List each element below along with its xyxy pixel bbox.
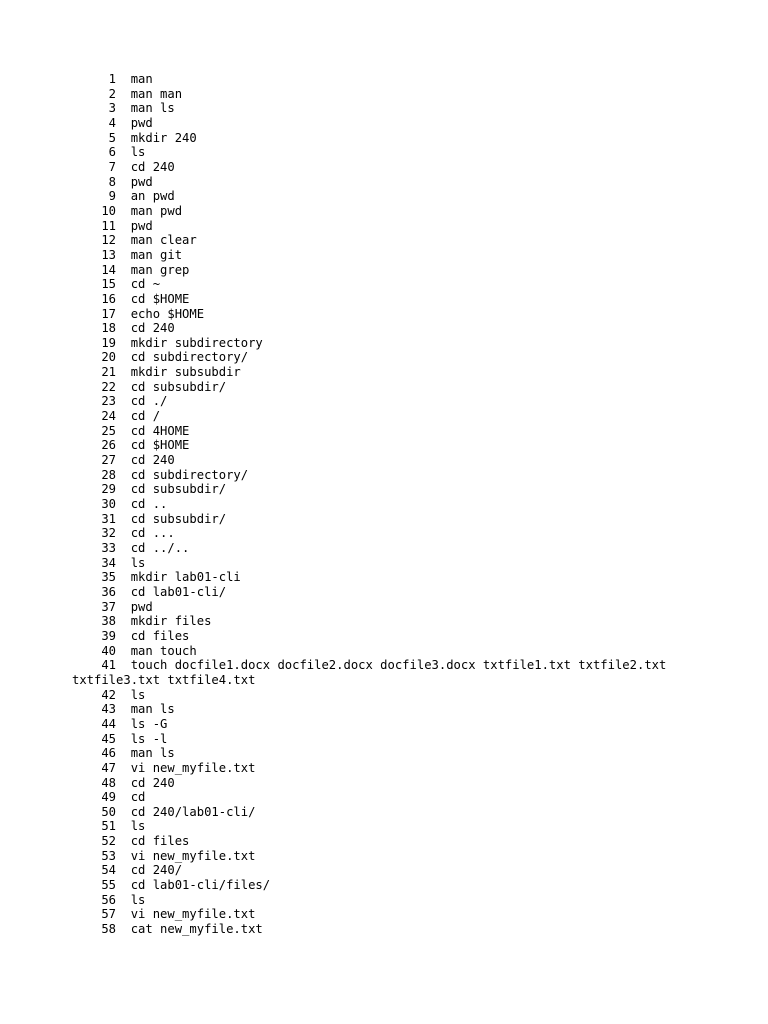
history-line: 13 man git bbox=[72, 247, 183, 262]
history-line: 38 mkdir files bbox=[72, 614, 212, 629]
history-line: 16 cd $HOME bbox=[72, 291, 190, 306]
history-line: 22 cd subsubdir/ bbox=[72, 379, 227, 394]
history-line: 26 cd $HOME bbox=[72, 438, 190, 453]
history-line: 15 cd ~ bbox=[72, 277, 161, 292]
history-line: 23 cd ./ bbox=[72, 394, 168, 409]
history-line: 58 cat new_myfile.txt bbox=[72, 922, 263, 937]
history-line: 52 cd files bbox=[72, 834, 190, 849]
history-line: 10 man pwd bbox=[72, 203, 183, 218]
history-line: 5 mkdir 240 bbox=[72, 130, 197, 145]
history-line: 42 ls bbox=[72, 687, 146, 702]
history-line: 9 an pwd bbox=[72, 189, 175, 204]
history-line: 31 cd subsubdir/ bbox=[72, 511, 227, 526]
history-line: 44 ls -G bbox=[72, 716, 168, 731]
history-line: 14 man grep bbox=[72, 262, 190, 277]
history-document bbox=[72, 72, 712, 937]
history-line: 49 cd bbox=[72, 790, 146, 805]
history-line: 47 vi new_myfile.txt bbox=[72, 760, 256, 775]
history-line: 43 man ls bbox=[72, 702, 175, 717]
history-line: 35 mkdir lab01-cli bbox=[72, 570, 241, 585]
history-line: 51 ls bbox=[72, 819, 146, 834]
history-line: 19 mkdir subdirectory bbox=[72, 335, 263, 350]
history-line: 40 man touch bbox=[72, 643, 197, 658]
history-line: 32 cd ... bbox=[72, 526, 175, 541]
history-line: 7 cd 240 bbox=[72, 159, 175, 174]
history-line: 28 cd subdirectory/ bbox=[72, 467, 249, 482]
history-line: 46 man ls bbox=[72, 746, 175, 761]
history-line: 25 cd 4HOME bbox=[72, 423, 190, 438]
history-line: 30 cd .. bbox=[72, 497, 168, 512]
history-line: 1 man bbox=[72, 72, 153, 86]
history-line: 29 cd subsubdir/ bbox=[72, 482, 227, 497]
history-line: 41 touch docfile1.docx docfile2.docx docfile3.docx txtfile1.txt txtfile2.txt bbox=[72, 658, 667, 673]
history-line: 6 ls bbox=[72, 145, 146, 160]
history-line: 12 man clear bbox=[72, 233, 197, 248]
history-line: 48 cd 240 bbox=[72, 775, 175, 790]
history-line: 56 ls bbox=[72, 892, 146, 907]
history-line: 18 cd 240 bbox=[72, 321, 175, 336]
history-line: 24 cd / bbox=[72, 409, 161, 424]
history-line: 34 ls bbox=[72, 555, 146, 570]
history-line: 55 cd lab01-cli/files/ bbox=[72, 878, 271, 893]
history-line: 53 vi new_myfile.txt bbox=[72, 848, 256, 863]
history-line: 27 cd 240 bbox=[72, 453, 175, 468]
history-line: 45 ls -l bbox=[72, 731, 168, 746]
history-line: 20 cd subdirectory/ bbox=[72, 350, 249, 365]
history-line: 54 cd 240/ bbox=[72, 863, 183, 878]
history-line: 8 pwd bbox=[72, 174, 153, 189]
history-line: 57 vi new_myfile.txt bbox=[72, 907, 256, 922]
history-line: 11 pwd bbox=[72, 218, 153, 233]
history-line: 39 cd files bbox=[72, 628, 190, 643]
history-line: 3 man ls bbox=[72, 101, 175, 116]
history-line: 4 pwd bbox=[72, 115, 153, 130]
history-line: 33 cd ../.. bbox=[72, 541, 190, 555]
history-line-wrap: txtfile3.txt txtfile4.txt bbox=[72, 672, 256, 687]
history-line: 17 echo $HOME bbox=[72, 306, 205, 321]
history-line: 37 pwd bbox=[72, 599, 153, 614]
history-line: 2 man man bbox=[72, 86, 183, 101]
history-line: 21 mkdir subsubdir bbox=[72, 365, 241, 380]
history-line: 36 cd lab01-cli/ bbox=[72, 584, 227, 599]
history-line: 50 cd 240/lab01-cli/ bbox=[72, 804, 256, 819]
